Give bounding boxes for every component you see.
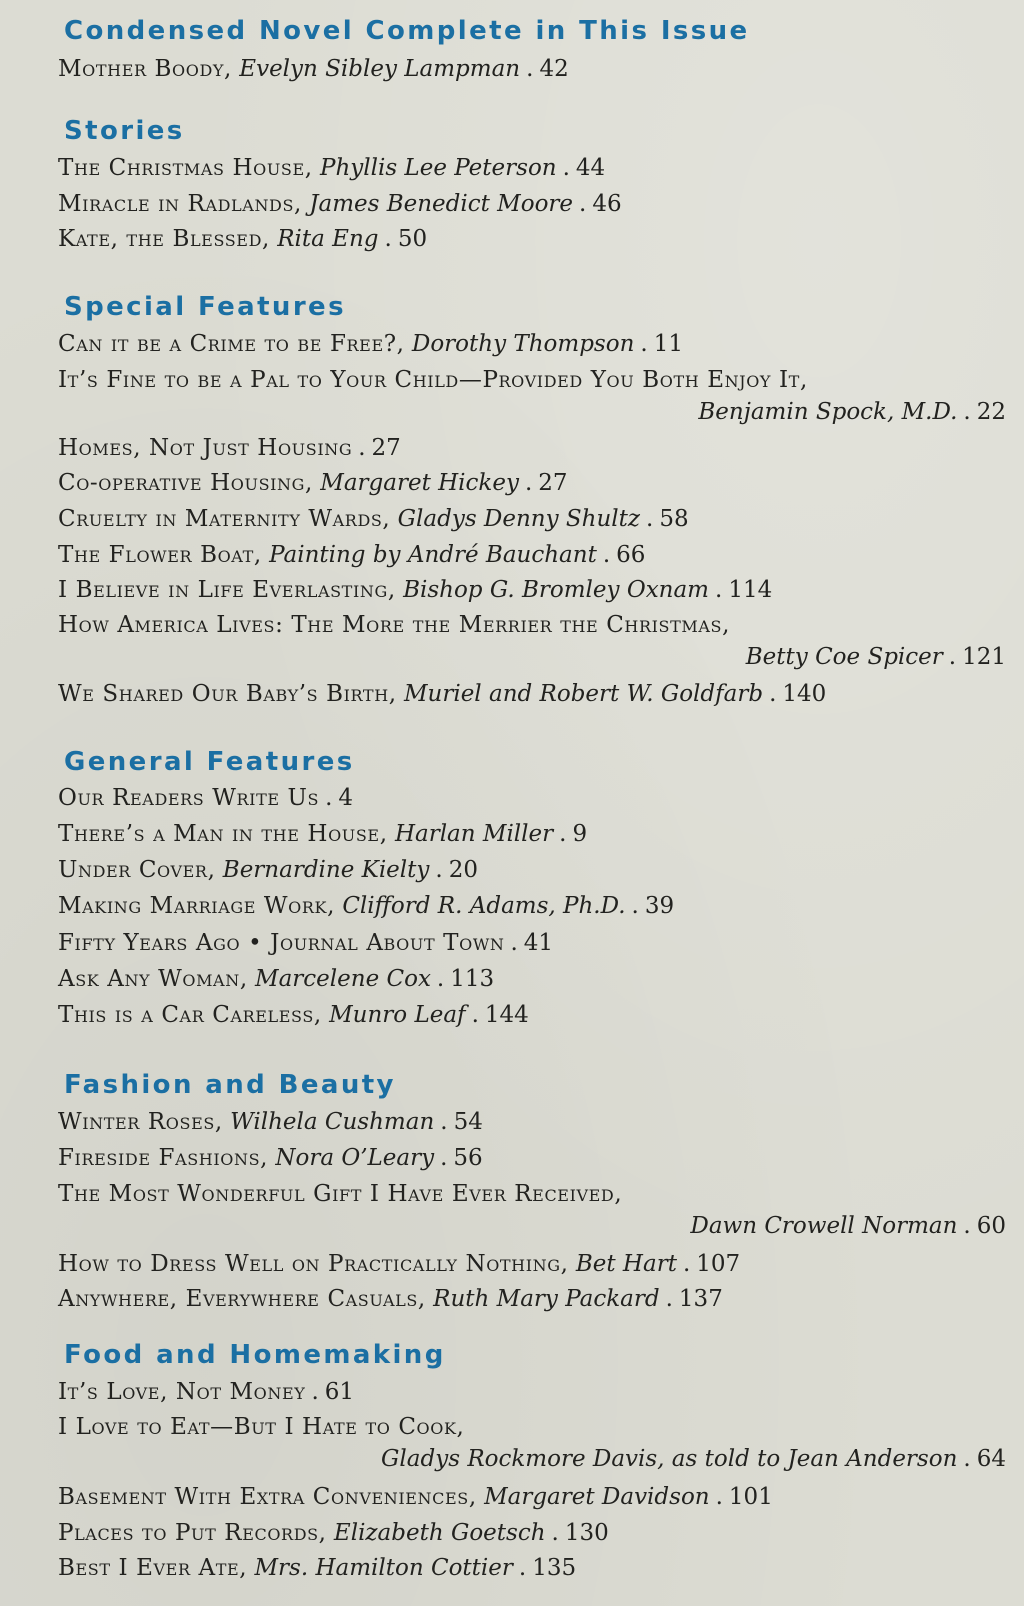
toc-entry: This is a Car Careless, Munro Leaf . 144 xyxy=(58,1002,529,1028)
entry-page: 101 xyxy=(728,1484,773,1510)
entry-page: 27 xyxy=(538,470,568,496)
entry-author: Dawn Crowell Norman xyxy=(690,1213,958,1239)
toc-entry: Fireside Fashions, Nora O’Leary . 56 xyxy=(58,1145,483,1171)
entry-title: Co-operative Housing, xyxy=(58,470,313,496)
toc-entry: The Christmas House, Phyllis Lee Peterson . 44 xyxy=(58,155,606,181)
entry-title: Mother Boody, xyxy=(58,56,232,82)
entry-author: Betty Coe Spicer xyxy=(745,644,943,670)
entry-author: Muriel and Robert W. Goldfarb xyxy=(403,681,764,707)
entry-page: 11 xyxy=(653,331,683,357)
entry-page: 61 xyxy=(324,1379,355,1405)
section-heading-fashion-and-beauty: Fashion and Beauty xyxy=(64,1070,396,1100)
section-heading-condensed-novel: Condensed Novel Complete in This Issue xyxy=(64,16,750,46)
entry-title: Making Marriage Work, xyxy=(58,893,335,919)
entry-author: Painting by André Bauchant xyxy=(269,542,597,568)
toc-entry: It’s Fine to be a Pal to Your Child—Provided You Both Enjoy It, Benjamin Spock, M.D. . 22 xyxy=(58,367,1006,425)
entry-page: 20 xyxy=(448,857,478,883)
entry-title: Best I Ever Ate, xyxy=(58,1555,248,1581)
entry-title: Kate, the Blessed, xyxy=(58,226,270,252)
toc-entry: It’s Love, Not Money . 61 xyxy=(58,1379,355,1405)
toc-entry: I Believe in Life Everlasting, Bishop G. Bromley Oxnam . 114 xyxy=(58,577,773,603)
entry-page: 60 xyxy=(976,1213,1006,1239)
entry-title: I Love to Eat—But I Hate to Cook, xyxy=(58,1414,465,1440)
entry-page: 137 xyxy=(678,1286,723,1312)
entry-title: The Christmas House, xyxy=(58,155,313,181)
entry-title: This is a Car Careless, xyxy=(58,1002,322,1028)
entry-author: Bernardine Kielty xyxy=(222,857,430,883)
toc-entry: Fifty Years Ago • Journal About Town . 41 xyxy=(58,930,554,956)
entry-title: Our Readers Write Us xyxy=(58,785,320,811)
section-heading-food-and-homemaking: Food and Homemaking xyxy=(64,1340,446,1370)
toc-entry: I Love to Eat—But I Hate to Cook, Gladys Rockmore Davis, as told to Jean Anderson . 64 xyxy=(58,1414,1006,1472)
entry-author: Bet Hart xyxy=(575,1251,677,1277)
toc-entry: Homes, Not Just Housing . 27 xyxy=(58,435,401,461)
entry-author: Ruth Mary Packard xyxy=(433,1286,660,1312)
entry-page: 107 xyxy=(696,1251,741,1277)
toc-entry: The Flower Boat, Painting by André Bauchant . 66 xyxy=(58,542,646,568)
entry-page: 22 xyxy=(976,399,1006,425)
entry-author: Evelyn Sibley Lampman xyxy=(239,56,521,82)
entry-title: I Believe in Life Everlasting, xyxy=(58,577,396,603)
entry-page: 44 xyxy=(575,155,606,181)
entry-author: Margaret Davidson xyxy=(484,1484,710,1510)
entry-title: It’s Fine to be a Pal to Your Child—Provided You Both Enjoy It, xyxy=(58,367,808,393)
entry-title: Miracle in Radlands, xyxy=(58,191,302,217)
entry-title: Can it be a Crime to be Free?, xyxy=(58,331,405,357)
entry-page: 144 xyxy=(484,1002,529,1028)
entry-author: Phyllis Lee Peterson xyxy=(319,155,557,181)
entry-author: Wilhela Cushman xyxy=(230,1109,435,1135)
toc-entry: How America Lives: The More the Merrier the Christmas, Betty Coe Spicer . 121 xyxy=(58,612,1006,670)
entry-page: 46 xyxy=(592,191,622,217)
entry-title: Cruelty in Maternity Wards, xyxy=(58,506,391,532)
entry-title: Basement With Extra Conveniences, xyxy=(58,1484,477,1510)
entry-page: 50 xyxy=(397,226,428,252)
entry-page: 121 xyxy=(962,644,1006,670)
entry-title: Ask Any Woman, xyxy=(58,966,248,992)
entry-title: Fireside Fashions, xyxy=(58,1145,269,1171)
toc-entry: Miracle in Radlands, James Benedict Moore . 46 xyxy=(58,191,622,217)
entry-title: We Shared Our Baby’s Birth, xyxy=(58,681,397,707)
entry-page: 64 xyxy=(976,1446,1006,1472)
toc-entry: Under Cover, Bernardine Kielty . 20 xyxy=(58,857,478,883)
entry-author: Benjamin Spock, M.D. xyxy=(698,399,958,425)
toc-entry: Kate, the Blessed, Rita Eng . 50 xyxy=(58,226,428,252)
entry-page: 27 xyxy=(371,435,401,461)
entry-title: The Flower Boat, xyxy=(58,542,262,568)
entry-title: Places to Put Records, xyxy=(58,1520,327,1546)
entry-author: Nora O’Leary xyxy=(275,1145,435,1171)
entry-page: 135 xyxy=(532,1555,577,1581)
entry-page: 140 xyxy=(782,681,827,707)
entry-page: 54 xyxy=(453,1109,483,1135)
toc-entry: Winter Roses, Wilhela Cushman . 54 xyxy=(58,1109,483,1135)
entry-title: Anywhere, Everywhere Casuals, xyxy=(58,1286,426,1312)
entry-title: Under Cover, xyxy=(58,857,216,883)
entry-page: 130 xyxy=(564,1520,609,1546)
entry-author: Marcelene Cox xyxy=(255,966,431,992)
entry-author: Rita Eng xyxy=(277,226,379,252)
entry-author: Harlan Miller xyxy=(394,821,554,847)
entry-title: It’s Love, Not Money xyxy=(58,1379,306,1405)
toc-entry: Co-operative Housing, Margaret Hickey . 27 xyxy=(58,470,568,496)
entry-author: Clifford R. Adams, Ph.D. xyxy=(342,893,626,919)
entry-page: 113 xyxy=(450,966,495,992)
entry-page: 42 xyxy=(539,56,569,82)
entry-title: Fifty Years Ago • Journal About Town xyxy=(58,930,505,956)
entry-page: 114 xyxy=(728,577,773,603)
toc-entry: Anywhere, Everywhere Casuals, Ruth Mary Packard . 137 xyxy=(58,1286,723,1312)
entry-title: The Most Wonderful Gift I Have Ever Received, xyxy=(58,1181,623,1207)
toc-entry: Best I Ever Ate, Mrs. Hamilton Cottier . 135 xyxy=(58,1555,577,1581)
entry-author: Gladys Rockmore Davis, as told to Jean Anderson xyxy=(381,1446,958,1472)
toc-entry: Cruelty in Maternity Wards, Gladys Denny Shultz . 58 xyxy=(58,506,689,532)
toc-entry: Basement With Extra Conveniences, Margaret Davidson . 101 xyxy=(58,1484,773,1510)
toc-entry: Mother Boody, Evelyn Sibley Lampman . 42 xyxy=(58,56,569,82)
entry-page: 41 xyxy=(523,930,554,956)
entry-title: How America Lives: The More the Merrier the Christmas, xyxy=(58,612,730,638)
toc-entry: Ask Any Woman, Marcelene Cox . 113 xyxy=(58,966,495,992)
entry-page: 58 xyxy=(659,506,689,532)
entry-page: 39 xyxy=(644,893,675,919)
entry-author: Mrs. Hamilton Cottier xyxy=(254,1555,513,1581)
entry-author: Munro Leaf xyxy=(329,1002,466,1028)
toc-entry: Places to Put Records, Elizabeth Goetsch . 130 xyxy=(58,1520,609,1546)
entry-author: James Benedict Moore xyxy=(309,191,574,217)
toc-entry: Our Readers Write Us . 4 xyxy=(58,785,354,811)
toc-entry: How to Dress Well on Practically Nothing, Bet Hart . 107 xyxy=(58,1251,741,1277)
toc-entry: Making Marriage Work, Clifford R. Adams, Ph.D. . 39 xyxy=(58,893,675,919)
entry-title: Winter Roses, xyxy=(58,1109,223,1135)
toc-entry: Can it be a Crime to be Free?, Dorothy Thompson . 11 xyxy=(58,331,683,357)
entry-page: 66 xyxy=(616,542,646,568)
entry-title: How to Dress Well on Practically Nothing, xyxy=(58,1251,569,1277)
entry-author: Bishop G. Bromley Oxnam xyxy=(403,577,709,603)
entry-author: Elizabeth Goetsch xyxy=(333,1520,546,1546)
entry-page: 56 xyxy=(453,1145,483,1171)
entry-page: 4 xyxy=(338,785,354,811)
entry-page: 9 xyxy=(572,821,588,847)
toc-entry: The Most Wonderful Gift I Have Ever Received, Dawn Crowell Norman . 60 xyxy=(58,1181,1006,1239)
entry-title: Homes, Not Just Housing xyxy=(58,435,353,461)
entry-author: Gladys Denny Shultz xyxy=(397,506,641,532)
toc-entry: We Shared Our Baby’s Birth, Muriel and Robert W. Goldfarb . 140 xyxy=(58,681,827,707)
section-heading-special-features: Special Features xyxy=(64,292,346,322)
entry-title: There’s a Man in the House, xyxy=(58,821,388,847)
entry-author: Margaret Hickey xyxy=(320,470,519,496)
entry-author: Dorothy Thompson xyxy=(411,331,635,357)
section-heading-stories: Stories xyxy=(64,116,185,146)
section-heading-general-features: General Features xyxy=(64,747,355,777)
toc-entry: There’s a Man in the House, Harlan Miller . 9 xyxy=(58,821,588,847)
